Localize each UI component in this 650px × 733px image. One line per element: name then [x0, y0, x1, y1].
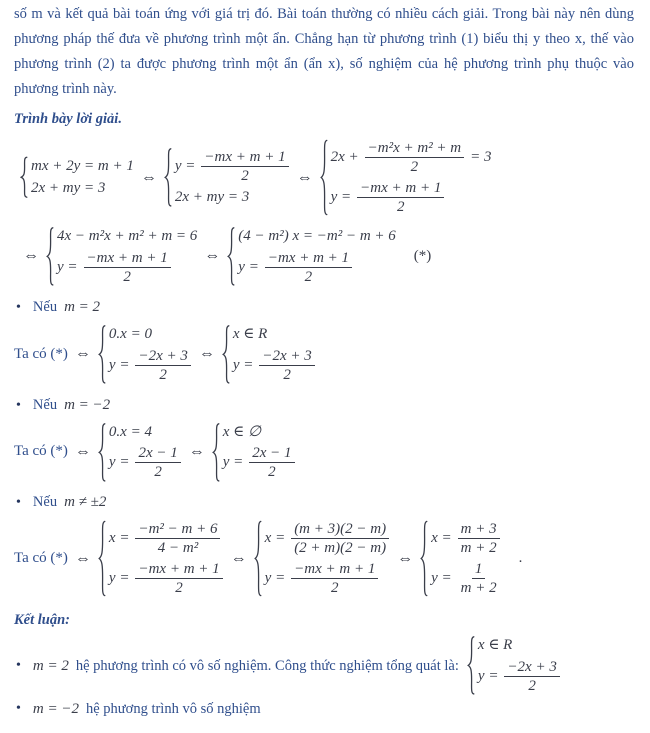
equivalence-arrow-icon: ⇔ — [204, 247, 221, 265]
fraction-numerator: −mx + m + 1 — [84, 249, 171, 268]
equivalence-arrow-icon: ⇔ — [74, 345, 91, 363]
left-brace-icon — [254, 519, 262, 598]
system-rows — [431, 519, 501, 598]
fraction-numerator: −m² − m + 6 — [135, 520, 220, 539]
fraction-denominator: 2 — [268, 464, 276, 481]
system-row — [238, 227, 396, 246]
equation-system — [320, 138, 492, 217]
conclusion-item — [16, 635, 634, 696]
math-token: 2x + — [330, 149, 359, 166]
system-rows — [57, 226, 197, 287]
conclusion-text: hệ phương trình có vô số nghiệm. Công thức nghiệm tổng quát là: — [75, 657, 459, 674]
system-rows — [233, 324, 316, 385]
fraction-numerator: (m + 3)(2 − m) — [291, 520, 389, 539]
fraction — [357, 179, 444, 216]
system-rows — [109, 519, 224, 598]
left-brace-icon — [467, 635, 475, 696]
solution-heading: Trình bày lời giải. — [14, 111, 122, 127]
fraction-denominator: 2 — [175, 580, 183, 597]
fraction-numerator: m + 3 — [458, 520, 500, 539]
left-brace-icon — [320, 138, 328, 217]
derivation-line-2 — [16, 226, 634, 287]
system-rows — [31, 156, 134, 199]
math-token: y = — [238, 258, 259, 275]
left-brace-icon — [222, 324, 230, 385]
equivalence-arrow-icon: ⇔ — [296, 168, 313, 186]
equation-label: . — [518, 550, 523, 567]
fraction — [458, 520, 500, 557]
fraction-numerator: −mx + m + 1 — [135, 560, 222, 579]
system-row — [478, 636, 512, 655]
system-row — [31, 179, 105, 198]
system-row — [31, 157, 134, 176]
equation-system — [254, 519, 390, 598]
math-token: mx + 2y = m + 1 — [31, 158, 134, 175]
fraction-numerator: −mx + m + 1 — [291, 560, 378, 579]
equivalence-arrow-icon: ⇔ — [74, 442, 91, 460]
left-brace-icon — [46, 226, 54, 287]
system-rows — [331, 138, 492, 217]
left-brace-icon — [98, 519, 106, 598]
equivalence-arrow-icon: ⇔ — [230, 549, 247, 567]
bullet-icon: • — [16, 397, 21, 413]
equation-system — [212, 422, 296, 483]
fraction-numerator: −mx + m + 1 — [357, 179, 444, 198]
fraction-denominator: 2 — [331, 580, 339, 597]
fraction — [135, 347, 190, 384]
fraction — [504, 658, 559, 695]
equation-system — [98, 422, 182, 483]
fraction-numerator: −2x + 3 — [259, 347, 314, 366]
fraction-numerator: −m²x + m² + m — [365, 139, 465, 158]
equation-system — [467, 635, 561, 696]
system-rows — [238, 226, 396, 287]
fraction-denominator: 2 — [241, 168, 249, 185]
conclusion-list — [14, 635, 634, 720]
math-token: x = — [108, 530, 130, 547]
conclusion-text: hệ phương trình vô số nghiệm — [85, 701, 261, 717]
left-brace-icon — [98, 422, 106, 483]
case-condition: m = 2 — [64, 298, 101, 315]
fraction-denominator: m + 2 — [460, 580, 497, 597]
equation-system — [420, 519, 501, 598]
case-derivation-line — [14, 324, 634, 385]
equivalence-arrow-icon: ⇔ — [188, 442, 205, 460]
case-condition: m = −2 — [64, 396, 111, 413]
conclusion-condition: m = 2 — [32, 657, 69, 674]
fraction-denominator: (2 + m)(2 − m) — [294, 540, 387, 557]
case-lead-text: Ta có (*) — [14, 550, 68, 567]
math-token: = 3 — [470, 149, 492, 166]
case-keyword: Nếu — [32, 298, 58, 315]
fraction — [291, 560, 378, 597]
bullet-icon: • — [16, 495, 21, 511]
fraction-denominator: 2 — [154, 464, 162, 481]
math-token: (4 − m²) x = −m² − m + 6 — [238, 228, 396, 244]
equation-system — [46, 226, 197, 287]
system-row — [223, 423, 261, 442]
equation-system — [98, 519, 224, 598]
case-sections — [14, 295, 634, 599]
system-row — [109, 444, 182, 481]
fraction-denominator: 2 — [396, 199, 405, 215]
case-keyword: Nếu — [32, 494, 58, 511]
math-token: y = — [108, 356, 130, 373]
math-token: y = — [477, 668, 499, 685]
math-token: y = — [232, 356, 254, 373]
fraction — [201, 148, 288, 185]
bullet-icon: • — [16, 701, 21, 716]
math-token: x ∈ R — [232, 325, 268, 342]
equivalence-arrow-icon: ⇔ — [23, 247, 39, 265]
fraction — [458, 560, 500, 597]
system-row — [233, 325, 267, 344]
system-row — [175, 148, 290, 185]
math-token: 2x + my = 3 — [174, 189, 250, 206]
system-row — [478, 658, 561, 695]
fraction — [135, 444, 180, 481]
equivalence-arrow-icon: ⇔ — [140, 168, 157, 186]
math-token: x ∈ ∅ — [222, 423, 262, 440]
fraction-numerator: 2x − 1 — [249, 444, 294, 463]
system-row — [265, 560, 380, 597]
conclusion-heading: Kết luận: — [14, 612, 70, 629]
system-row — [431, 520, 501, 557]
fraction-denominator: 2 — [304, 268, 313, 285]
fraction-denominator: 2 — [159, 366, 167, 383]
math-token: y = — [57, 258, 78, 275]
math-token: y = — [264, 570, 286, 587]
math-token: y = — [108, 454, 130, 471]
fraction-denominator: 4 − m² — [157, 540, 199, 557]
math-token: 2x + my = 3 — [31, 180, 106, 196]
system-row — [431, 560, 501, 597]
fraction — [249, 444, 294, 481]
case-lead-text: Ta có (*) — [14, 443, 68, 460]
system-row — [109, 347, 192, 384]
equivalence-arrow-icon: ⇔ — [397, 549, 414, 567]
case-derivation-line — [14, 519, 634, 598]
equation-label: (*) — [413, 247, 432, 264]
system-row — [265, 520, 390, 557]
case-bullet-line — [16, 490, 634, 515]
math-token: y = — [330, 189, 352, 206]
fraction-denominator: 2 — [123, 268, 131, 285]
system-rows — [109, 324, 192, 385]
equivalence-arrow-icon: ⇔ — [74, 549, 91, 567]
system-rows — [109, 422, 182, 483]
fraction — [135, 560, 222, 597]
fraction — [84, 249, 171, 286]
system-row — [331, 179, 446, 216]
fraction-numerator: 1 — [472, 560, 486, 579]
math-token: y = — [222, 454, 244, 471]
derivation-line-1 — [20, 138, 634, 217]
left-brace-icon — [212, 422, 220, 483]
system-row — [223, 444, 296, 481]
fraction-denominator: m + 2 — [460, 540, 497, 557]
case-bullet-line — [16, 393, 634, 418]
left-brace-icon — [98, 324, 106, 385]
math-token: y = — [174, 158, 196, 175]
math-token: x ∈ R — [477, 637, 513, 654]
system-row — [109, 560, 224, 597]
math-token: x = — [264, 530, 286, 547]
fraction — [265, 249, 352, 286]
bullet-icon: • — [16, 299, 21, 315]
system-row — [238, 249, 353, 286]
case-keyword: Nếu — [32, 396, 58, 413]
system-rows — [265, 519, 390, 598]
fraction-denominator: 2 — [528, 678, 536, 694]
case-derivation-line — [14, 422, 634, 483]
fraction-numerator: −mx + m + 1 — [265, 249, 352, 268]
equivalence-arrow-icon: ⇔ — [198, 345, 215, 363]
left-brace-icon — [420, 519, 428, 598]
case-condition: m ≠ ±2 — [64, 494, 107, 511]
conclusion-condition: m = −2 — [32, 701, 79, 717]
fraction — [291, 520, 389, 557]
math-token: 0.x = 0 — [108, 325, 152, 342]
math-token: 4x − m²x + m² + m = 6 — [57, 228, 198, 244]
fraction — [259, 347, 314, 384]
case-lead-text: Ta có (*) — [14, 345, 68, 362]
equation-system — [20, 156, 134, 199]
system-row — [331, 139, 492, 176]
system-row — [109, 325, 152, 344]
system-rows — [478, 635, 561, 696]
system-row — [109, 423, 152, 442]
system-rows — [175, 147, 290, 208]
left-brace-icon — [164, 147, 172, 208]
fraction-numerator: 2x − 1 — [135, 444, 180, 463]
system-row — [109, 520, 222, 557]
fraction — [365, 139, 465, 176]
math-token: y = — [108, 570, 130, 587]
system-row — [57, 227, 197, 246]
fraction — [135, 520, 220, 557]
system-row — [57, 249, 172, 286]
fraction-numerator: −mx + m + 1 — [201, 148, 288, 167]
left-brace-icon — [227, 226, 235, 287]
fraction-numerator: −2x + 3 — [135, 347, 190, 366]
math-token: x = — [431, 530, 452, 547]
bullet-icon: • — [16, 657, 21, 673]
fraction-denominator: 2 — [283, 366, 291, 383]
system-rows — [223, 422, 296, 483]
system-row — [175, 188, 249, 207]
case-bullet-line — [16, 295, 634, 320]
intro-paragraph: số m và kết quả bài toán ứng với giá trị đó. Bài toán thường có nhiều cách giải. Trong bài này nên dùng phương pháp thế đưa về phương trình một ẩn. Chẳng hạn từ phương trình (1) biểu thị y theo x, thế vào phương trình (2) ta được phương trình một ẩn (ẩn x), số nghiệm của hệ phương trình phụ thuộc vào phương trình này. — [14, 6, 634, 97]
equation-system — [164, 147, 290, 208]
fraction-denominator: 2 — [410, 159, 419, 175]
equation-system — [98, 324, 192, 385]
left-brace-icon — [20, 156, 28, 199]
equation-system — [227, 226, 396, 287]
system-row — [233, 347, 316, 384]
fraction-numerator: −2x + 3 — [504, 658, 559, 677]
math-token: y = — [431, 570, 452, 587]
equation-system — [222, 324, 316, 385]
conclusion-item — [16, 698, 634, 720]
math-token: 0.x = 4 — [108, 423, 152, 440]
